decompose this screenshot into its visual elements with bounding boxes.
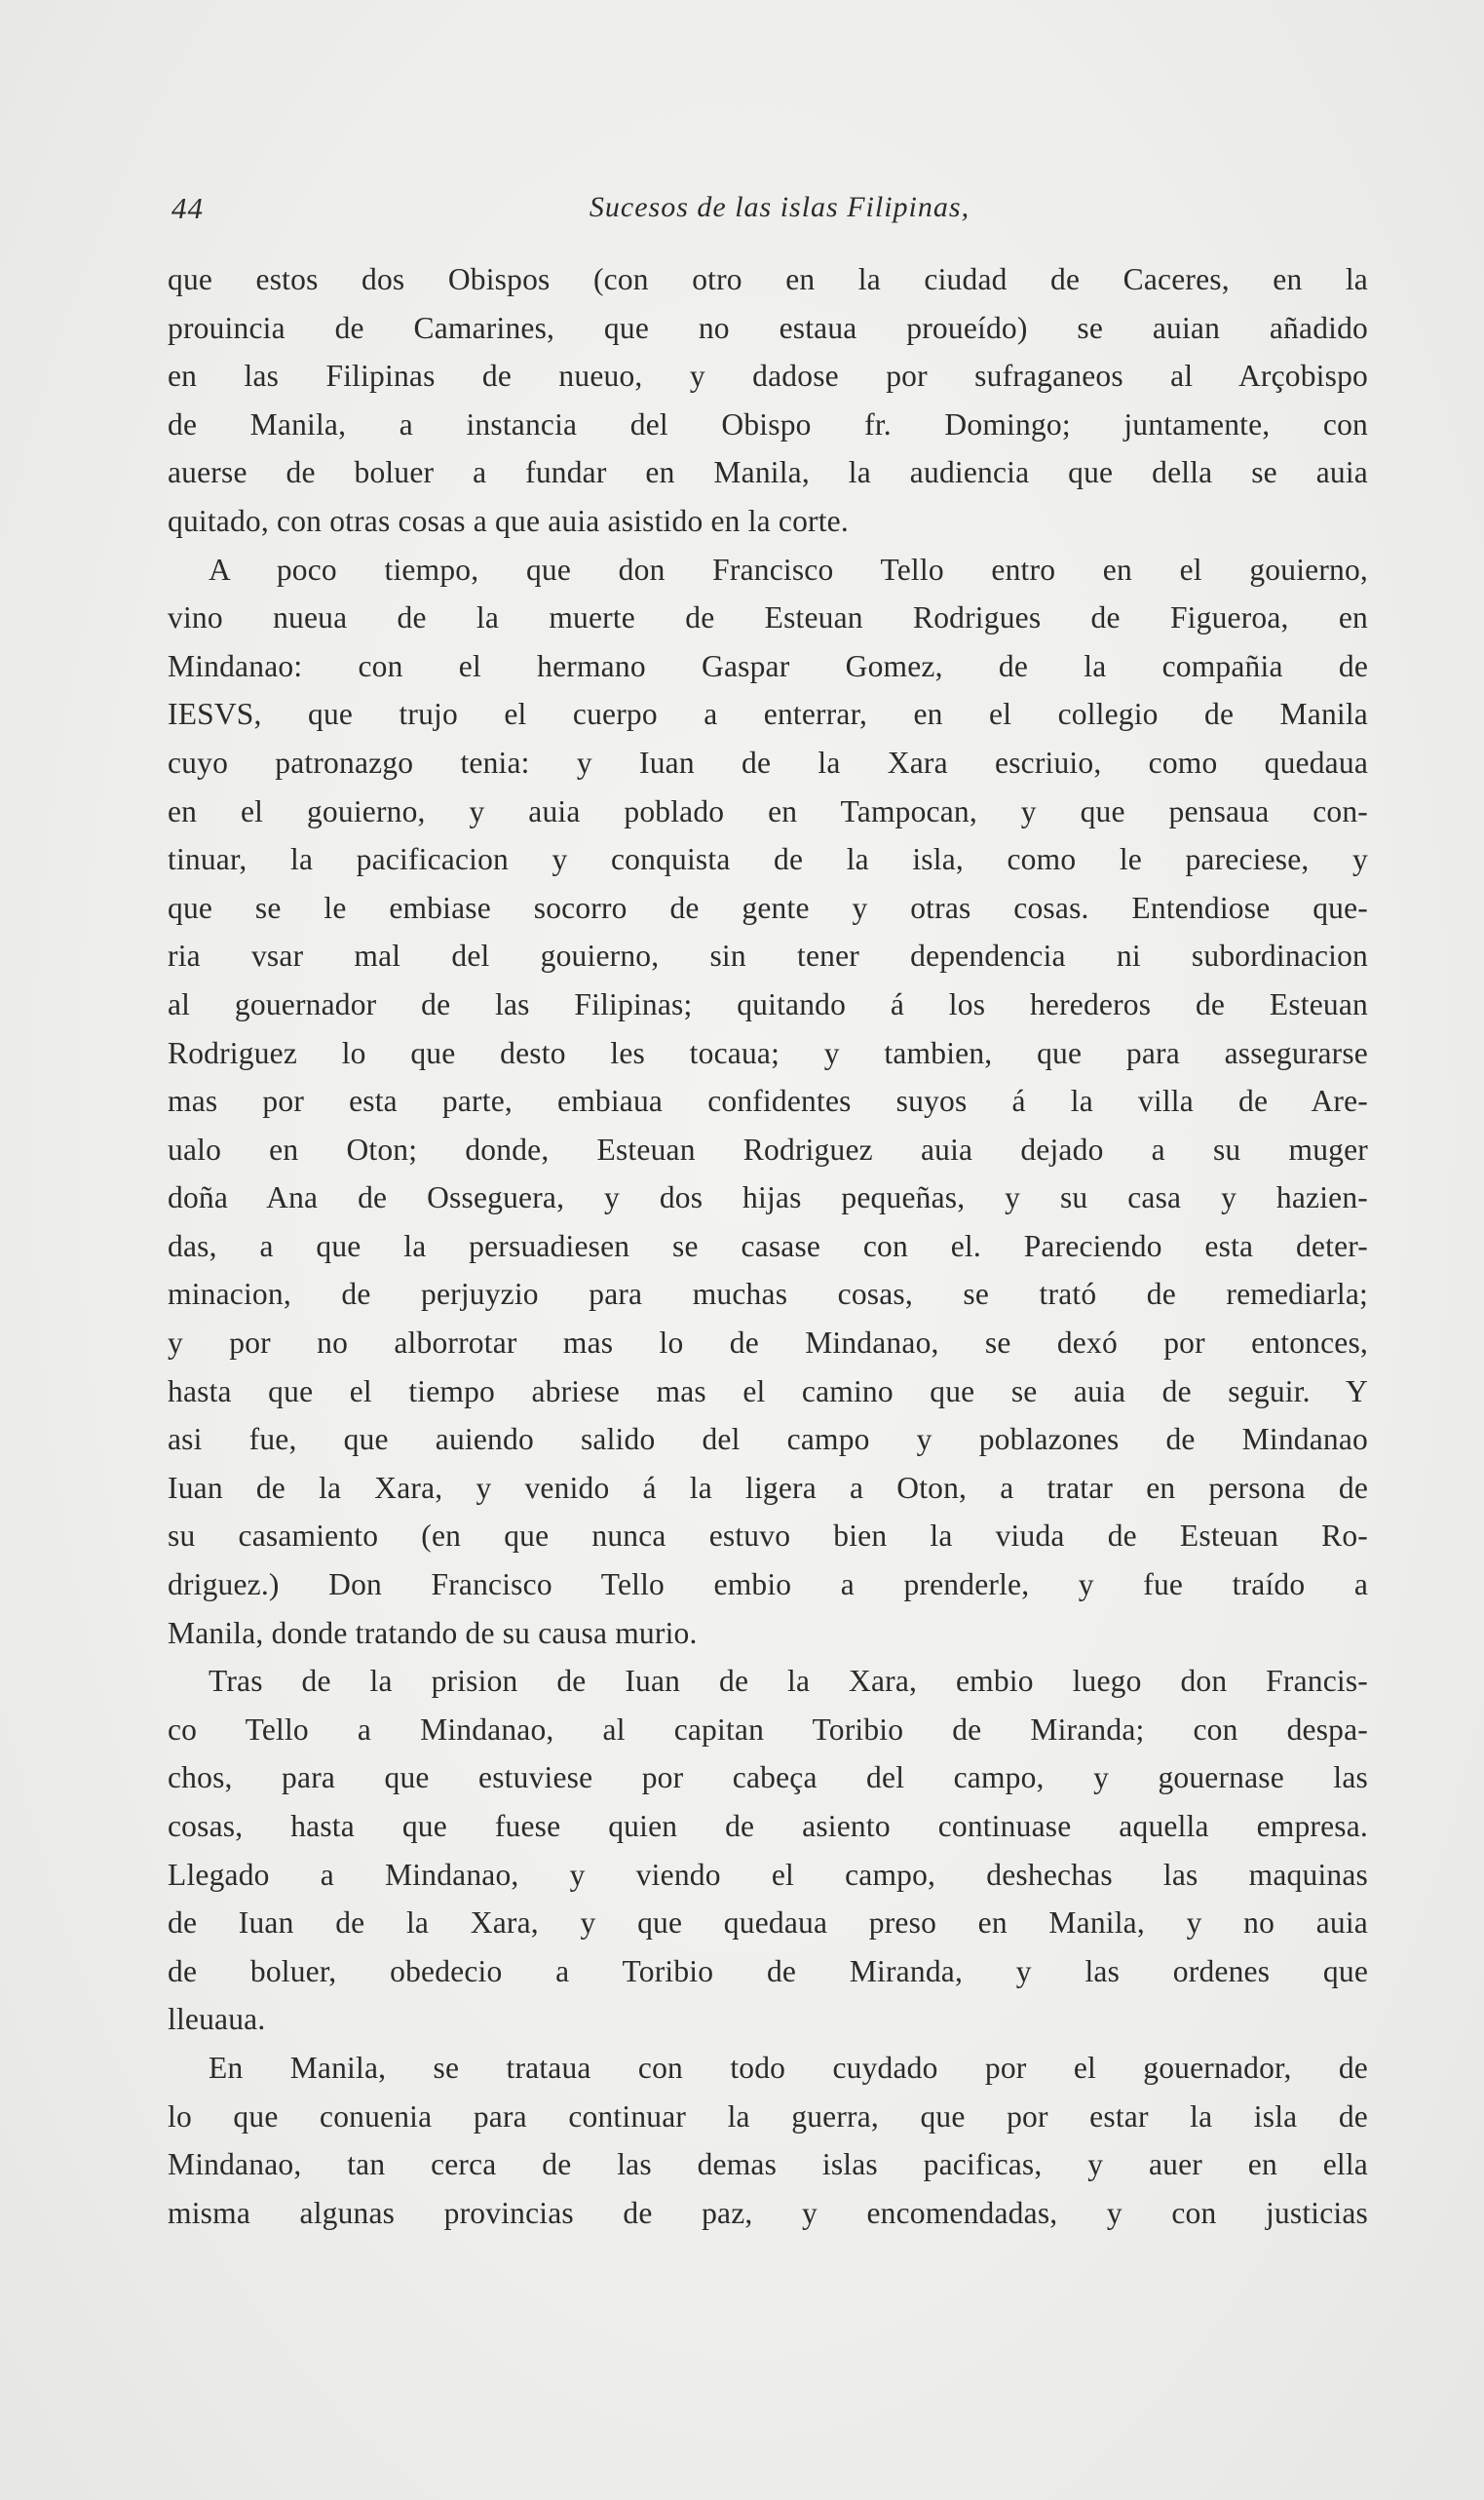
text-line: prouincia de Camarines, que no estaua proueído) se auian añadido bbox=[168, 310, 1368, 345]
running-head bbox=[171, 191, 1368, 234]
text-line: su casamiento (en que nunca estuvo bien la viuda de Esteuan Ro- bbox=[168, 1519, 1368, 1554]
text-line: Iuan de la Xara, y venido á la ligera a Oton, a tratar en persona de bbox=[168, 1470, 1368, 1505]
text-line: mas por esta parte, embiaua confidentes suyos á la villa de Are- bbox=[168, 1084, 1368, 1119]
running-title: Sucesos de las islas Filipinas, bbox=[589, 191, 970, 223]
text-line: asi fue, que auiendo salido del campo y poblazones de Mindanao bbox=[168, 1422, 1368, 1457]
text-line: Mindanao, tan cerca de las demas islas pacificas, y auer en ella bbox=[168, 2147, 1368, 2182]
text-line: auerse de boluer a fundar en Manila, la audiencia que della se auia bbox=[168, 455, 1368, 490]
text-line: en el gouierno, y auia poblado en Tampocan, y que pensaua con- bbox=[168, 793, 1368, 828]
body-text bbox=[168, 255, 1368, 2237]
text-line: Tras de la prision de Iuan de la Xara, embio luego don Francis- bbox=[209, 1664, 1368, 1699]
text-line: Llegado a Mindanao, y viendo el campo, deshechas las maquinas bbox=[168, 1857, 1368, 1892]
text-line: cuyo patronazgo tenia: y Iuan de la Xara escriuio, como quedaua bbox=[168, 745, 1368, 780]
text-line: das, a que la persuadiesen se casase con el. Pareciendo esta deter- bbox=[168, 1228, 1368, 1263]
text-line: al gouernador de las Filipinas; quitando á los herederos de Esteuan bbox=[168, 986, 1368, 1021]
text-line: en las Filipinas de nueuo, y dadose por sufraganeos al Arçobispo bbox=[168, 359, 1368, 394]
text-line: que estos dos Obispos (con otro en la ciudad de Caceres, en la bbox=[168, 262, 1368, 296]
text-line: ria vsar mal del gouierno, sin tener dependencia ni subordinacion bbox=[168, 939, 1368, 974]
text-line: que se le embiase socorro de gente y otras cosas. Entendiose que- bbox=[168, 890, 1368, 925]
text-line: hasta que el tiempo abriese mas el camino que se auia de seguir. Y bbox=[168, 1373, 1368, 1408]
text-line: de Manila, a instancia del Obispo fr. Domingo; juntamente, con bbox=[168, 406, 1368, 442]
text-line: cosas, hasta que fuese quien de asiento continuase aquella empresa. bbox=[168, 1809, 1368, 1843]
text-line: vino nueua de la muerte de Esteuan Rodrigues de Figueroa, en bbox=[168, 600, 1368, 635]
text-line: misma algunas provincias de paz, y encomendadas, y con justicias bbox=[168, 2195, 1368, 2230]
page-number: 44 bbox=[171, 191, 204, 225]
text-line: de Iuan de la Xara, y que quedaua preso en Manila, y no auia bbox=[168, 1905, 1368, 1941]
text-line: lleuaua. bbox=[168, 2002, 266, 2037]
text-line: de boluer, obedecio a Toribio de Miranda, y las ordenes que bbox=[168, 1953, 1368, 1988]
text-line: y por no alborrotar mas lo de Mindanao, se dexó por entonces, bbox=[168, 1326, 1368, 1361]
text-line: quitado, con otras cosas a que auia asistido en la corte. bbox=[168, 503, 849, 538]
text-line: tinuar, la pacificacion y conquista de la isla, como le pareciese, y bbox=[168, 842, 1368, 877]
text-line: lo que conuenia para continuar la guerra, que por estar la isla de bbox=[168, 2098, 1368, 2134]
text-line: IESVS, que trujo el cuerpo a enterrar, en el collegio de Manila bbox=[168, 697, 1368, 732]
text-line: ualo en Oton; donde, Esteuan Rodriguez auia dejado a su muger bbox=[168, 1132, 1368, 1167]
text-line: chos, para que estuviese por cabeça del campo, y gouernase las bbox=[168, 1760, 1368, 1795]
text-line: minacion, de perjuyzio para muchas cosas, se trató de remediarla; bbox=[168, 1277, 1368, 1312]
text-line: En Manila, se trataua con todo cuydado por el gouernador, de bbox=[209, 2050, 1368, 2085]
text-line: Mindanao: con el hermano Gaspar Gomez, de la compañia de bbox=[168, 648, 1368, 683]
text-line: driguez.) Don Francisco Tello embio a prenderle, y fue traído a bbox=[168, 1567, 1368, 1602]
text-line: Rodriguez lo que desto les tocaua; y tambien, que para assegurarse bbox=[168, 1035, 1368, 1070]
text-line: Manila, donde tratando de su causa murio. bbox=[168, 1615, 698, 1650]
text-line: co Tello a Mindanao, al capitan Toribio de Miranda; con despa- bbox=[168, 1712, 1368, 1747]
text-line: doña Ana de Osseguera, y dos hijas pequeñas, y su casa y hazien- bbox=[168, 1180, 1368, 1215]
text-line: A poco tiempo, que don Francisco Tello entro en el gouierno, bbox=[209, 552, 1368, 587]
